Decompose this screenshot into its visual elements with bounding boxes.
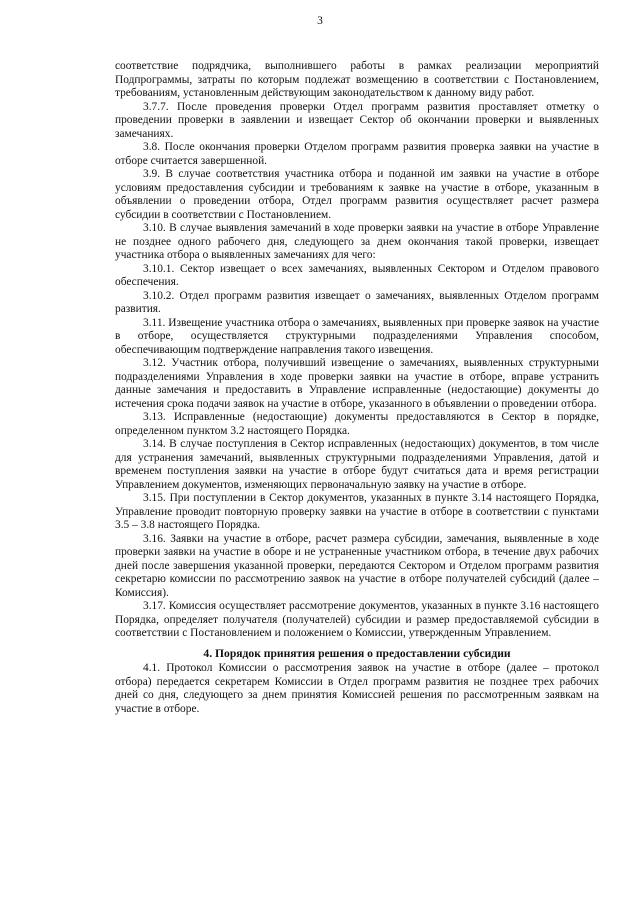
- paragraph: 3.10.2. Отдел программ развития извещает о замечаниях, выявленных Отделом программ развития.: [115, 289, 599, 315]
- paragraph-list: [115, 60, 599, 641]
- section-heading: 4. Порядок принятия решения о предоставлении субсидии: [203, 646, 511, 660]
- paragraph: 3.11. Извещение участника отбора о замечаниях, выявленных при проверке заявок на участие в отборе, осуществляется структурными подразделениями Управления способом, обеспечивающим подтверждение направления такого извещения.: [115, 316, 599, 356]
- paragraph: 3.10.1. Сектор извещает о всех замечаниях, выявленных Сектором и Отделом правового обеспечения.: [115, 262, 599, 288]
- paragraph: соответствие подрядчика, выполнившего работы в рамках реализации мероприятий Подпрограммы, затраты по которым подлежат возмещению в соответствии с Постановлением, требованиям, установленным действующим законодательством к данному виду работ.: [115, 60, 599, 99]
- paragraph: 3.7.7. После проведения проверки Отдел программ развития проставляет отметку о проведении проверки в заявлении и извещает Сектор об окончании проверки и выявленных замечаниях.: [115, 100, 599, 140]
- paragraph: 3.16. Заявки на участие в отборе, расчет размера субсидии, замечания, выявленные в ходе проверки заявки на участие в оборе и не устраненные участником отбора, в течение двух рабочих дней после завершения указанной проверки, передаются Сектором и Отделом программ развития секретарю комиссии по рассмотрению заявок на участие в отборе получателей субсидий (далее – Комиссия).: [115, 532, 599, 599]
- paragraph: 3.15. При поступлении в Сектор документов, указанных в пункте 3.14 настоящего Порядка, Управление проводит повторную проверку заявки на участие в отборе в соответствии с пунктами 3.5 – 3.8 настоящего Порядка.: [115, 492, 599, 531]
- paragraph: 3.17. Комиссия осуществляет рассмотрение документов, указанных в пункте 3.16 настоящего Порядка, определяет получателя (получателей) субсидии и размер предоставляемой субсидии в соответствии с Постановлением и положением о Комиссии, утвержденным Управлением.: [115, 600, 599, 639]
- paragraph: 3.12. Участник отбора, получивший извещение о замечаниях, выявленных структурными подразделениями Управления в ходе проверки заявки на участие в отборе, вправе устранить данные замечания и предоставить в Управление исправленные (недостающие) документы до истечения срока подачи заявок на участие в отборе, указанного в объявлении о проведении отбора.: [115, 357, 599, 410]
- paragraph: 3.14. В случае поступления в Сектор исправленных (недостающих) документов, в том числе для устранения замечаний, выявленных структурными подразделениями Управления, датой и временем поступления заявки на участие в отборе будут считаться дата и время регистрации Управлением документов, изменяющих первоначальную заявку на участие в отборе.: [115, 438, 599, 491]
- paragraph: 3.13. Исправленные (недостающие) документы предоставляются в Сектор в порядке, определенном пунктом 3.2 настоящего Порядка.: [115, 411, 599, 437]
- page-number: 3: [317, 15, 323, 27]
- paragraph: 3.10. В случае выявления замечаний в ходе проверки заявки на участие в отборе Управление не позднее одного рабочего дня, следующего за днем окончания такой проверки, извещает участника отбора о выявленных замечаниях для чего:: [115, 222, 599, 261]
- paragraph: 3.8. После окончания проверки Отделом программ развития проверка заявки на участие в отборе считается завершенной.: [115, 141, 599, 167]
- paragraph: 3.9. В случае соответствия участника отбора и поданной им заявки на участие в отборе условиям предоставления субсидии и требованиям к заявке на участие в отборе, указанным в объявлении о проведении отбора, Отдел программ развития осуществляет расчет размера субсидии в соответствии с Постановлением.: [115, 168, 599, 221]
- section-paragraph-list: [115, 662, 599, 716]
- paragraph: 4.1. Протокол Комиссии о рассмотрения заявок на участие в отборе (далее – протокол отбора) передается секретарем Комиссии в Отдел программ развития не позднее трех рабочих дней со дня, следующего за днем принятия Комиссией решения по рассмотренным заявкам на участие в отборе.: [115, 662, 599, 715]
- document-body: [115, 60, 599, 716]
